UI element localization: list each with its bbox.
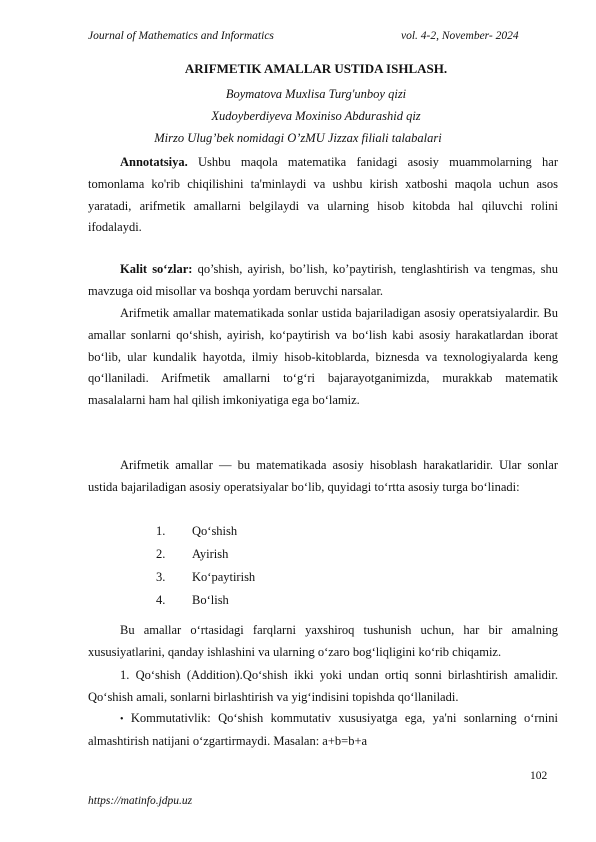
footer-url: https://matinfo.jdpu.uz [88,795,193,807]
paragraph-5: • Kommutativlik: Qo‘shish kommutativ xususiyatga ega, ya'ni sonlarning o‘rnini almashtirish natijani o‘zgartirmaydi. Masalan: a+b=b+a [88,711,558,748]
paragraph-1: Arifmetik amallar matematikada sonlar ustida bajariladigan asosiy operatsiyalardir. Bu amallar sonlarni qo‘shish, ayirish, ko‘paytirish va bo‘lish kabi asosiy harakatlardan iborat bo‘lib, ular kundalik hayotda, ilmiy hisob-kitoblarda, biznesda va texnologiyalarda keng qo‘llaniladi. Arifmetik amallarni to‘g‘ri bajarayotganimizda, murakkab matematik masalalarni ham hal qilish imkoniyatiga ega bo‘lamiz. [88,306,558,408]
keywords-text: qo’shish, ayirish, bo’lish, ko’paytirish, tenglashtirish va tengmas, shu mavzuga oid misollar va boshqa yordam beruvchi narsalar. [88,262,559,298]
abstract-label: Annotatsiya. [120,155,188,169]
bullet-icon: • [120,714,124,725]
article-title: ARIFMETIK AMALLAR USTIDA ISHLASH. [184,61,448,76]
volume-info: vol. 4-2, November- 2024 [401,30,519,42]
abstract [88,152,558,239]
paragraph-3: Bu amallar o‘rtasidagi farqlarni yaxshiroq tushunish uchun, har bir amalning xususiyatlarini, qanday ishlashini va ularning o‘zaro bog‘liqligini ko‘rib chiqamiz. [88,623,558,659]
author-2: Xudoyberdiyeva Moxiniso Abdurashid qiz [211,109,421,123]
affiliation: Mirzo Ulug’bek nomidagi O’zMU Jizzax filiali talabalari [154,131,442,145]
paragraph-4: 1. Qo‘shish (Addition).Qo‘shish ikki yoki undan ortiq sonni birlashtirish amalidir. Qo‘shish amali, sonlarni birlashtirish va yig‘indisini topishda qo‘llaniladi. [88,668,558,704]
author-1: Boymatova Muxlisa Turg'unboy qizi [225,87,407,101]
abstract-text: Ushbu maqola matematika fanidagi asosiy muammolarning har tomonlama ko'rib chiqilishini ta'minlaydi va ushbu kirish xatboshi maqola uchun asos yaratadi, arifmetik amallarni belgilaydi va ularning hisob kitobda hal qiluvchi rolini ifodalaydi. [88,155,558,235]
keywords [88,259,558,303]
keywords-label: Kalit so‘zlar: [120,262,193,276]
page-number: 102 [530,770,548,782]
paragraph-2: Arifmetik amallar — bu matematikada asosiy hisoblash harakatlaridir. Ular sonlar ustida bajariladigan asosiy operatsiyalar bo‘lib, quyidagi to‘rtta asosiy turga bo‘linadi: [88,458,558,494]
journal-name: Journal of Mathematics and Informatics [88,30,274,42]
